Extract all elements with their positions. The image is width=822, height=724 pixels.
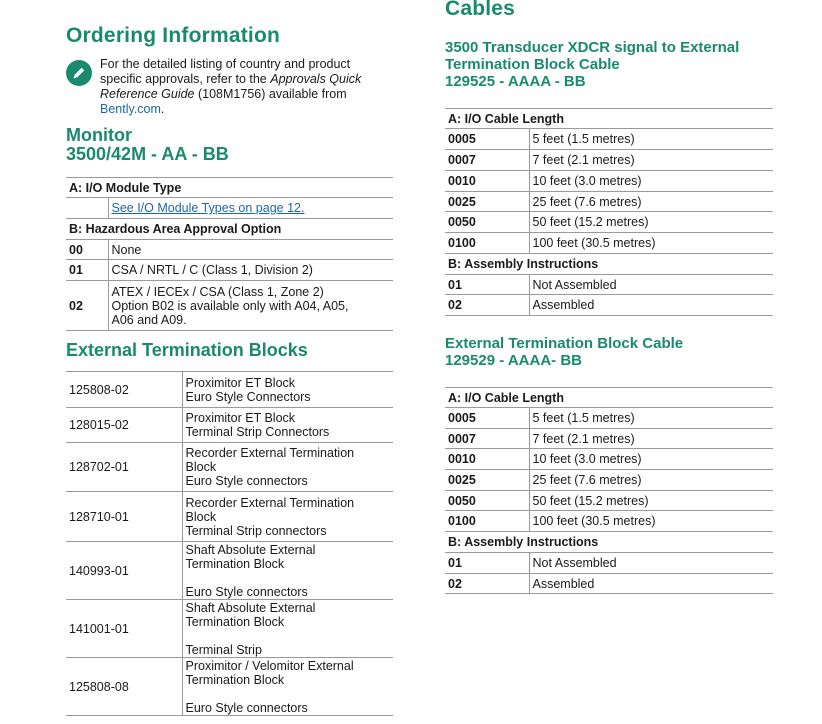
etb-table bbox=[66, 371, 393, 716]
table-row bbox=[66, 372, 393, 408]
table-row bbox=[445, 109, 773, 129]
section-a-header: A: I/O Cable Length bbox=[448, 111, 564, 126]
table-row bbox=[66, 178, 393, 198]
table-row bbox=[445, 574, 773, 594]
length-code: 0025 bbox=[445, 192, 529, 212]
note-text-end: . bbox=[160, 102, 165, 116]
length-code: 0005 bbox=[445, 408, 529, 429]
monitor-options-table bbox=[66, 177, 393, 331]
length-code: 0007 bbox=[445, 429, 529, 449]
length-desc: 7 feet (2.1 metres) bbox=[532, 153, 635, 167]
table-row bbox=[445, 429, 773, 449]
length-desc: 5 feet (1.5 metres) bbox=[532, 411, 635, 425]
monitor-part-number: 3500/42M - AA - BB bbox=[66, 144, 229, 164]
length-code: 0100 bbox=[445, 233, 529, 254]
cable1-part-number: 129525 - AAAA - BB bbox=[445, 73, 586, 90]
table-row bbox=[445, 150, 773, 171]
table-row bbox=[66, 542, 393, 600]
option-code: 01 bbox=[66, 260, 108, 281]
option-code: 00 bbox=[66, 240, 108, 260]
option-desc bbox=[108, 281, 393, 331]
note-text-middle: (108M1756) available from bbox=[194, 87, 347, 101]
length-code: 0025 bbox=[445, 470, 529, 491]
length-desc: 7 feet (2.1 metres) bbox=[532, 431, 635, 446]
table-row bbox=[66, 492, 393, 542]
approvals-note bbox=[66, 57, 393, 117]
table-row bbox=[445, 233, 773, 254]
length-desc: 5 feet (1.5 metres) bbox=[532, 132, 635, 146]
ordering-title: Ordering Information bbox=[66, 24, 280, 47]
table-row bbox=[66, 198, 393, 219]
table-row bbox=[445, 212, 773, 233]
cable1-title bbox=[445, 39, 739, 90]
etb-part-number: 125808-02 bbox=[66, 372, 182, 408]
approvals-guide-title: Approvals Quick Reference Guide bbox=[100, 72, 362, 101]
table-row bbox=[445, 388, 773, 408]
table-row bbox=[445, 449, 773, 470]
table-row bbox=[445, 553, 773, 574]
table-row bbox=[66, 281, 393, 331]
cable2-title-line1: External Termination Block Cable bbox=[445, 335, 684, 352]
length-desc: 25 feet (7.6 metres) bbox=[532, 194, 642, 209]
cable1-table bbox=[445, 108, 773, 316]
etb-desc: Shaft Absolute External Termination Block Terminal Strip bbox=[185, 600, 316, 657]
etb-desc: Recorder External Termination Block Terminal Strip connectors bbox=[185, 495, 355, 538]
length-code: 0050 bbox=[445, 212, 529, 233]
table-row bbox=[445, 275, 773, 295]
table-row bbox=[445, 532, 773, 553]
length-desc: 50 feet (15.2 metres) bbox=[532, 215, 649, 229]
length-code: 0010 bbox=[445, 449, 529, 470]
table-row bbox=[445, 491, 773, 511]
length-code: 0005 bbox=[445, 129, 529, 150]
etb-title: External Termination Blocks bbox=[66, 340, 308, 360]
monitor-title-line1: Monitor bbox=[66, 125, 132, 145]
section-b-header: B: Assembly Instructions bbox=[448, 257, 599, 271]
assembly-code: 02 bbox=[445, 295, 529, 316]
length-desc: 50 feet (15.2 metres) bbox=[532, 493, 649, 508]
option-desc-line: Option B02 is available only with A04, A05, bbox=[111, 298, 349, 313]
length-code: 0050 bbox=[445, 491, 529, 511]
table-row bbox=[66, 443, 393, 492]
table-row bbox=[66, 658, 393, 716]
assembly-desc: Assembled bbox=[532, 576, 595, 591]
table-row bbox=[445, 171, 773, 192]
cable2-title bbox=[445, 335, 683, 369]
length-code: 0100 bbox=[445, 511, 529, 532]
length-desc: 10 feet (3.0 metres) bbox=[532, 452, 642, 466]
etb-part-number: 128702-01 bbox=[66, 443, 182, 492]
section-b-header: B: Assembly Instructions bbox=[448, 535, 599, 549]
etb-part-number: 141001-01 bbox=[66, 600, 182, 658]
section-a-header: A: I/O Module Type bbox=[69, 180, 182, 195]
assembly-code: 01 bbox=[445, 553, 529, 574]
assembly-desc: Not Assembled bbox=[532, 556, 617, 570]
cables-title: Cables bbox=[445, 0, 516, 20]
table-row bbox=[445, 192, 773, 212]
etb-part-number: 128015-02 bbox=[66, 408, 182, 443]
assembly-desc: Not Assembled bbox=[532, 277, 617, 292]
etb-desc: Recorder External Termination Block Euro Style connectors bbox=[185, 446, 355, 488]
assembly-code: 01 bbox=[445, 275, 529, 295]
length-code: 0007 bbox=[445, 150, 529, 171]
option-desc: None bbox=[111, 242, 142, 257]
assembly-desc: Assembled bbox=[532, 298, 595, 312]
length-desc: 100 feet (30.5 metres) bbox=[532, 236, 656, 250]
length-desc: 100 feet (30.5 metres) bbox=[532, 514, 656, 528]
cable2-part-number: 129529 - AAAA- BB bbox=[445, 352, 582, 369]
option-code: 02 bbox=[66, 281, 108, 331]
table-row bbox=[66, 260, 393, 281]
etb-desc: Shaft Absolute External Termination Block Euro Style connectors bbox=[185, 542, 316, 599]
etb-desc: Proximitor ET Block Euro Style Connectors bbox=[185, 375, 311, 404]
option-desc-line: A06 and A09. bbox=[111, 312, 187, 327]
table-row bbox=[66, 600, 393, 658]
length-desc: 25 feet (7.6 metres) bbox=[532, 473, 642, 487]
etb-part-number: 140993-01 bbox=[66, 542, 182, 600]
etb-desc: Proximitor ET Block Terminal Strip Connectors bbox=[185, 411, 330, 439]
table-row bbox=[66, 240, 393, 260]
option-desc-line: ATEX / IECEx / CSA (Class 1, Zone 2) bbox=[111, 284, 324, 299]
option-desc: CSA / NRTL / C (Class 1, Division 2) bbox=[111, 263, 313, 277]
cable1-title-line1: 3500 Transducer XDCR signal to External bbox=[445, 39, 740, 56]
cable1-title-line2: Termination Block Cable bbox=[445, 56, 620, 73]
etb-part-number: 128710-01 bbox=[66, 492, 182, 542]
section-a-header: A: I/O Cable Length bbox=[448, 390, 564, 405]
section-b-header: B: Hazardous Area Approval Option bbox=[69, 222, 282, 236]
note-text-start: For the detailed listing of country and product specific approvals, refer to the bbox=[100, 57, 351, 86]
table-row bbox=[66, 219, 393, 240]
table-row bbox=[445, 129, 773, 150]
table-row bbox=[445, 408, 773, 429]
bently-link[interactable]: Bently.com bbox=[100, 102, 161, 116]
length-desc: 10 feet (3.0 metres) bbox=[532, 174, 642, 188]
pencil-icon bbox=[66, 60, 92, 86]
etb-desc: Proximitor / Velomitor External Termination Block Euro Style connectors bbox=[185, 658, 354, 715]
table-row bbox=[445, 254, 773, 275]
cable2-table bbox=[445, 387, 773, 594]
note-text bbox=[100, 57, 393, 117]
table-row bbox=[66, 408, 393, 443]
monitor-title bbox=[66, 126, 229, 164]
etb-part-number: 125808-08 bbox=[66, 658, 182, 716]
assembly-code: 02 bbox=[445, 574, 529, 594]
table-row bbox=[445, 511, 773, 532]
table-row bbox=[445, 295, 773, 316]
table-row bbox=[445, 470, 773, 491]
length-code: 0010 bbox=[445, 171, 529, 192]
io-module-types-link[interactable]: See I/O Module Types on page 12. bbox=[111, 201, 305, 215]
